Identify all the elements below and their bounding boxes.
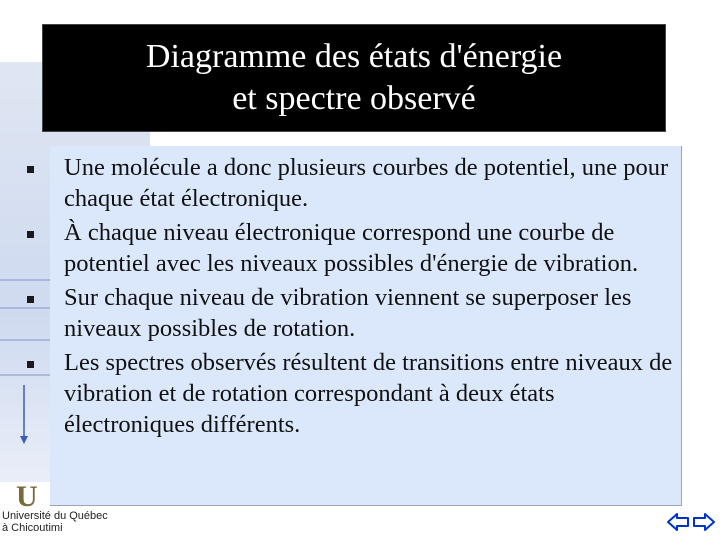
bullet-square-icon [27,231,34,238]
university-name-line2: à Chicoutimi [2,522,63,534]
arrow-right-icon[interactable] [692,510,716,534]
arrow-left-icon[interactable] [666,510,690,534]
bullet-list [50,152,674,440]
slide-title-line1: Diagramme des états d'énergie [145,38,563,75]
bullet-item [50,217,674,279]
slide-title-box [42,24,666,132]
bullet-square-icon [27,361,34,368]
bullet-text: Une molécule a donc plusieurs courbes de potentiel, une pour chaque état électronique. [64,154,669,212]
slide-navigation [666,510,716,534]
bullet-text: À chaque niveau électronique correspond une courbe de potentiel avec les niveaux possibles d'énergie de vibration. [64,219,639,277]
university-name [2,510,108,534]
bullet-square-icon [27,296,34,303]
bullet-text: Les spectres observés résultent de transitions entre niveaux de vibration et de rotation correspondant à deux états électroniques différents. [64,349,673,438]
university-name-line1: Université du Québec [2,510,108,522]
slide-content [50,146,682,506]
bullet-item [50,152,674,214]
bullet-square-icon [27,166,34,173]
bullet-item [50,347,674,440]
bullet-text: Sur chaque niveau de vibration viennent se superposer les niveaux possibles de rotation. [64,284,632,342]
bullet-item [50,282,674,344]
slide-title-line2: et spectre observé [232,80,476,117]
background-decoration [0,200,50,460]
university-logo-mark: U [16,480,37,513]
